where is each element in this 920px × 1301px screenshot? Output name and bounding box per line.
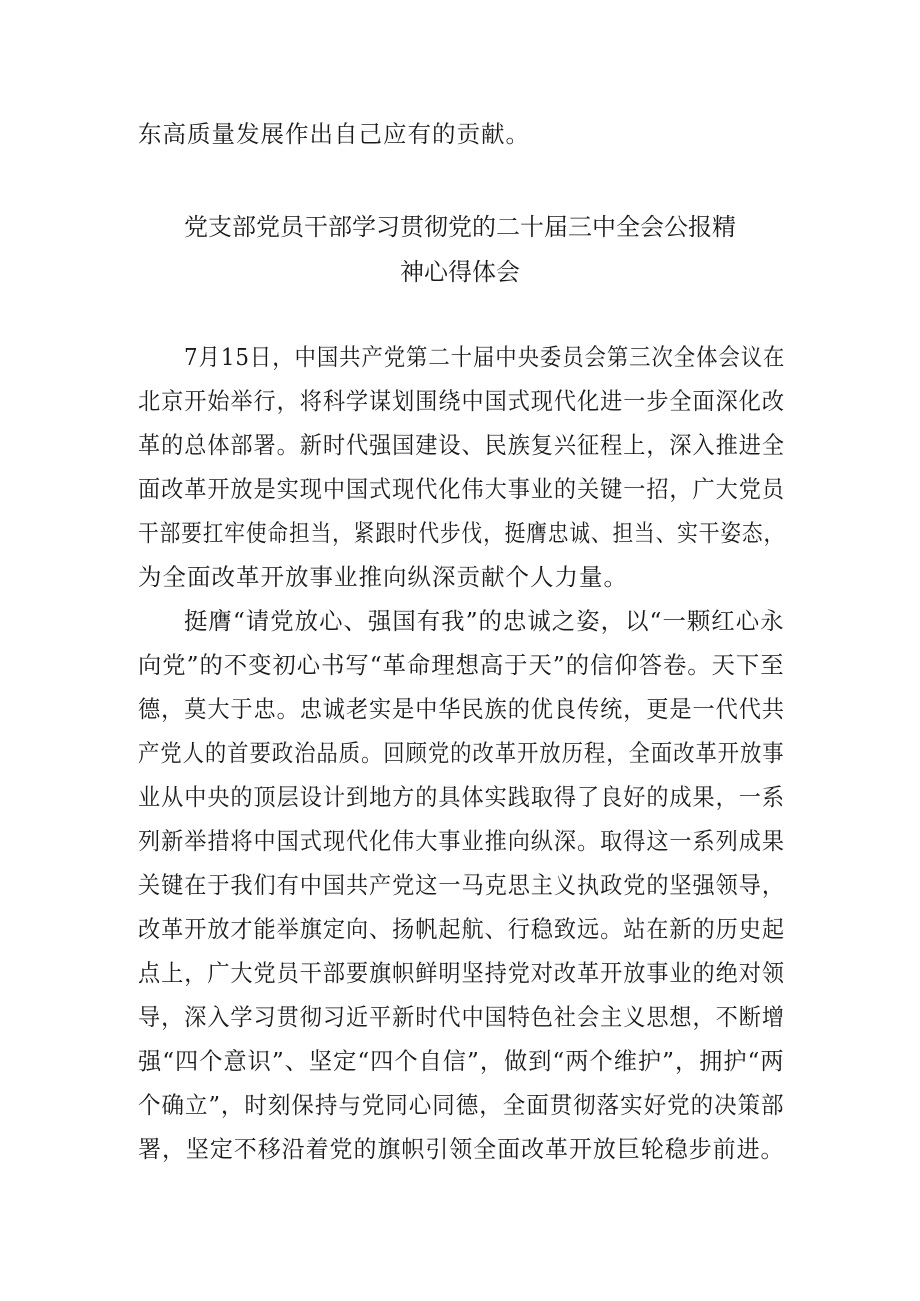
- paragraph-line: 为全面改革开放事业推向纵深贡献个人力量。: [138, 563, 628, 591]
- paragraph-line: 业从中央的顶层设计到地方的具体实践取得了良好的成果，一系: [138, 783, 785, 811]
- title-line-2: 神心得体会: [400, 258, 520, 286]
- paragraph-line: 北京开始举行，将科学谋划围绕中国式现代化进一步全面深化改: [138, 387, 785, 415]
- paragraph-line: 革的总体部署。新时代强国建设、民族复兴征程上，深入推进全: [138, 431, 785, 459]
- paragraph-line: 7月15日，中国共产党第二十届中央委员会第三次全体会议在: [184, 343, 786, 371]
- paragraph-line: 德，莫大于忠。忠诚老实是中华民族的优良传统，更是一代代共: [138, 695, 785, 723]
- paragraph-line: 改革开放才能举旗定向、扬帆起航、行稳致远。站在新的历史起: [138, 915, 785, 943]
- paragraph-line: 干部要扛牢使命担当，紧跟时代步伐，挺膺忠诚、担当、实干姿态，: [138, 519, 786, 547]
- paragraph-line: 列新举措将中国式现代化伟大事业推向纵深。取得这一系列成果: [138, 827, 785, 855]
- paragraph-line: 个确立”，时刻保持与党同心同德，全面贯彻落实好党的决策部: [138, 1091, 785, 1119]
- paragraph-line: 产党人的首要政治品质。回顾党的改革开放历程，全面改革开放事: [138, 739, 785, 767]
- paragraph-line: 点上，广大党员干部要旗帜鲜明坚持党对改革开放事业的绝对领: [138, 959, 785, 987]
- paragraph-line: 署，坚定不移沿着党的旗帜引领全面改革开放巨轮稳步前进。: [138, 1135, 785, 1163]
- paragraph-line: 挺膺“请党放心、强国有我”的忠诚之姿，以“一颗红心永: [184, 607, 785, 635]
- paragraph-line: 关键在于我们有中国共产党这一马克思主义执政党的坚强领导，: [138, 871, 785, 899]
- title-line-1: 党支部党员干部学习贯彻党的二十届三中全会公报精: [184, 213, 736, 241]
- paragraph-line: 向党”的不变初心书写“革命理想高于天”的信仰答卷。天下至: [138, 651, 785, 679]
- paragraph-line: 面改革开放是实现中国式现代化伟大事业的关键一招，广大党员: [138, 475, 785, 503]
- lead-tail-line: 东高质量发展作出自己应有的贡献。: [138, 120, 530, 148]
- paragraph-line: 导，深入学习贯彻习近平新时代中国特色社会主义思想，不断增: [138, 1003, 785, 1031]
- paragraph-line: 强“四个意识”、坚定“四个自信”，做到“两个维护”，拥护“两: [138, 1047, 785, 1075]
